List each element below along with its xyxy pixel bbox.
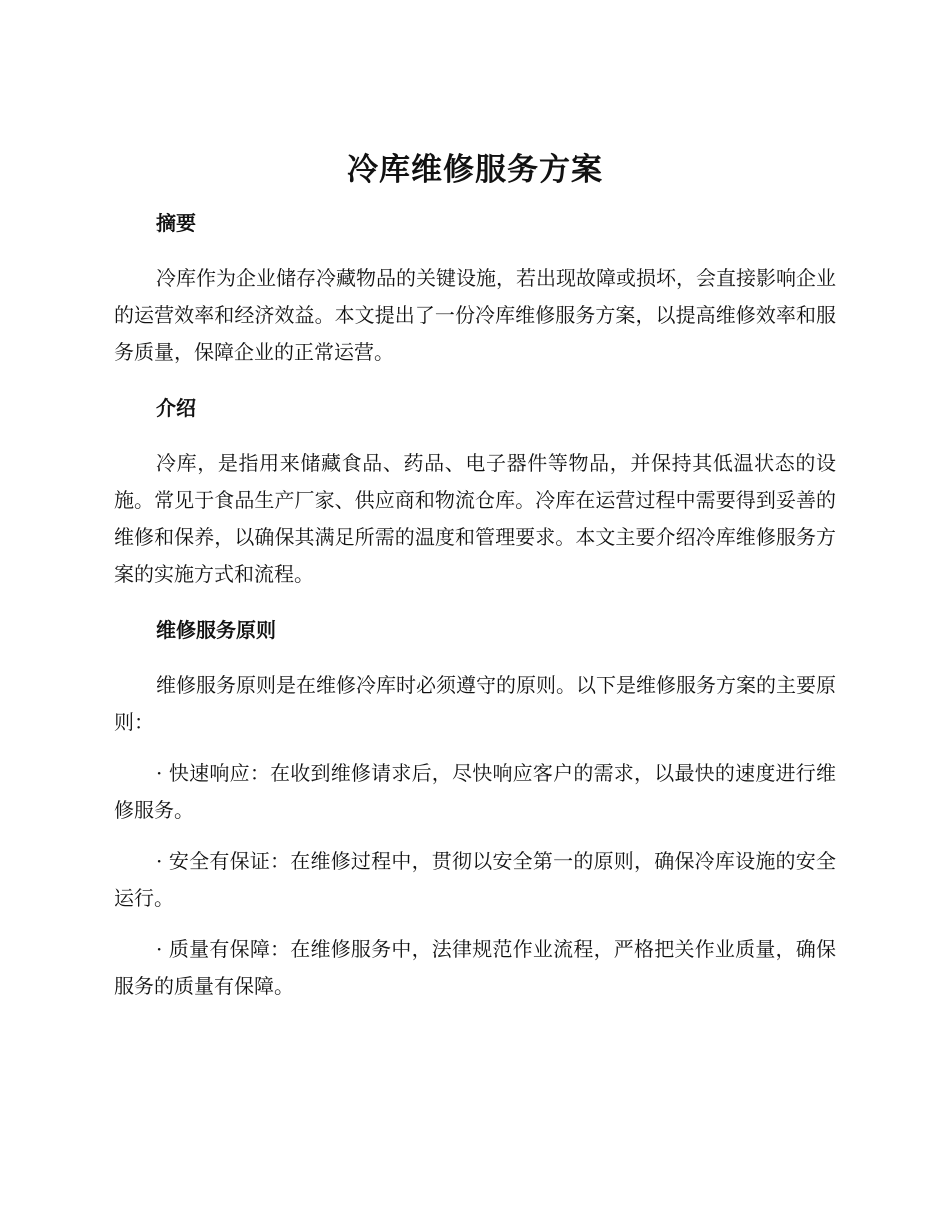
section-heading-abstract: 摘要 — [156, 211, 196, 235]
abstract-paragraph: 冷库作为企业储存冷藏物品的关键设施，若出现故障或损坏，会直接影响企业的运营效率和经济效益。本文提出了一份冷库维修服务方案，以提高维修效率和服务质量，保障企业的正常运营。 — [114, 266, 836, 364]
principle-bullet-safety: · 安全有保证：在维修过程中，贯彻以安全第一的原则，确保冷库设施的安全运行。 — [114, 849, 836, 910]
introduction-paragraph: 冷库，是指用来储藏食品、药品、电子器件等物品，并保持其低温状态的设施。常见于食品生产厂家、供应商和物流仓库。冷库在运营过程中需要得到妥善的维修和保养，以确保其满足所需的温度和管理要求。本文主要介绍冷库维修服务方案的实施方式和流程。 — [114, 451, 836, 586]
principle-bullet-fast-response: · 快速响应：在收到维修请求后，尽快响应客户的需求，以最快的速度进行维修服务。 — [114, 761, 836, 822]
principles-intro-paragraph: 维修服务原则是在维修冷库时必须遵守的原则。以下是维修服务方案的主要原则： — [114, 673, 836, 734]
principle-bullet-quality: · 质量有保障：在维修服务中，法律规范作业流程，严格把关作业质量，确保服务的质量有保障。 — [114, 937, 836, 998]
section-heading-introduction: 介绍 — [156, 396, 196, 420]
section-heading-principles: 维修服务原则 — [156, 618, 276, 642]
document-title: 冷库维修服务方案 — [347, 152, 603, 188]
